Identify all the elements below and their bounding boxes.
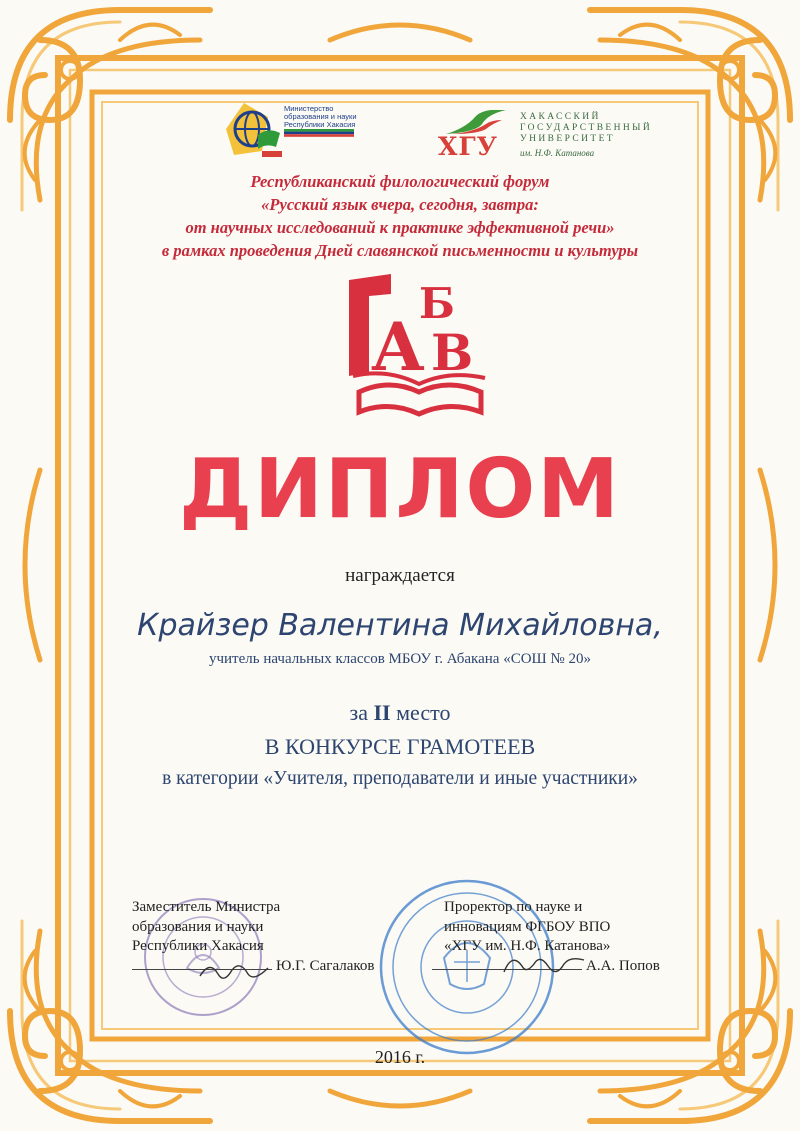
- ministry-line: образования и науки: [284, 112, 357, 121]
- ministry-line: Министерство: [284, 104, 334, 113]
- university-logo: [430, 110, 660, 164]
- flag-stripes: [284, 129, 354, 137]
- forum-header: [0, 170, 800, 262]
- right-handwritten-signature: [500, 950, 590, 982]
- left-handwritten-signature: [196, 958, 276, 984]
- place-suffix: место: [390, 700, 451, 725]
- recipient-position: учитель начальных классов МБОУ г. Абакана «СОШ № 20»: [208, 651, 591, 667]
- left-signatory-title: Заместитель Министра: [132, 899, 281, 915]
- contest-category: в категории «Учителя, преподаватели и иные участники»: [162, 768, 638, 789]
- place-line: [0, 700, 800, 726]
- emblem-letter-v: В: [431, 323, 474, 382]
- place-value: II: [373, 700, 391, 725]
- place-prefix: за: [349, 700, 374, 725]
- diploma-title: ДИПЛОМ: [179, 442, 621, 537]
- left-signatory-title: образования и науки: [132, 918, 264, 935]
- ministry-logo-text: [284, 104, 357, 139]
- abv-book-emblem: [343, 272, 493, 420]
- university-name-line: ГОСУДАРСТВЕННЫЙ: [520, 123, 653, 133]
- emblem-letter-a: А: [371, 308, 425, 386]
- university-name: [520, 112, 652, 145]
- recipient-name: Крайзер Валентина Михайловна,: [137, 608, 663, 643]
- right-signatory-title: инновациям ФГБОУ ВПО: [444, 918, 611, 935]
- awarded-label: награждается: [345, 565, 455, 586]
- university-abbreviation: ХГУ: [438, 132, 498, 161]
- forum-line: в рамках проведения Дней славянской письменности и культуры: [161, 241, 639, 260]
- right-signatory-title: Проректор по науке и: [444, 899, 583, 915]
- forum-line: от научных исследований к практике эффективной речи»: [185, 218, 615, 237]
- forum-line: Республиканский филологический форум: [250, 172, 550, 191]
- university-named-after: им. Н.Ф. Катанова: [520, 148, 595, 158]
- issue-year: 2016 г.: [374, 1047, 426, 1067]
- university-name-line: УНИВЕРСИТЕТ: [520, 134, 615, 144]
- left-signatory-title: Республики Хакасия: [132, 938, 264, 954]
- ministry-line: Республики Хакасия: [284, 120, 356, 129]
- globe-book-icon: [222, 99, 284, 161]
- emblem-letter-b: Б: [419, 279, 455, 328]
- forum-line: «Русский язык вчера, сегодня, завтра:: [261, 195, 539, 214]
- left-signatory-name: Ю.Г. Сагалаков: [276, 957, 375, 974]
- university-name-line: ХАКАССКИЙ: [520, 112, 601, 122]
- right-signatory-name: А.А. Попов: [586, 957, 660, 974]
- right-signatory-title: «ХГУ им. Н.Ф. Катанова»: [444, 938, 611, 954]
- ministry-logo: [222, 99, 357, 161]
- contest-name: В КОНКУРСЕ ГРАМОТЕЕВ: [264, 734, 536, 759]
